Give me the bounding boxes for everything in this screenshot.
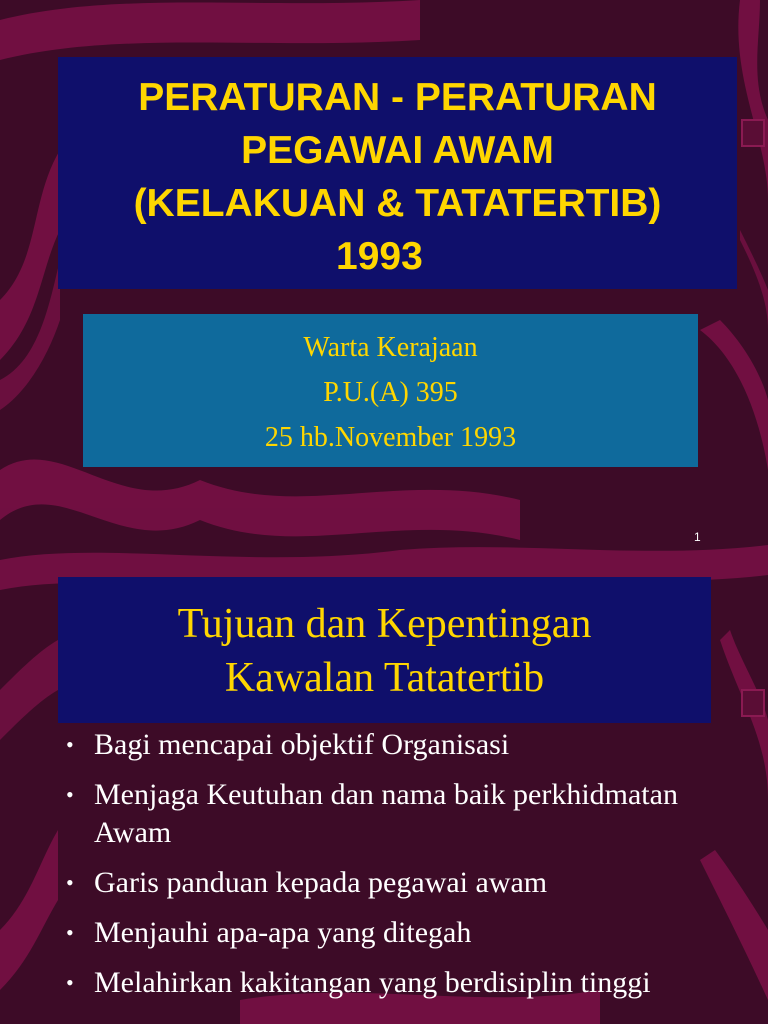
bullet-icon: • xyxy=(66,782,74,807)
bullet-text: Bagi mencapai objektif Organisasi xyxy=(94,728,510,761)
bullet-text: Menjaga Keutuhan dan nama baik perkhidmatan Awam xyxy=(94,778,678,849)
slide1-title xyxy=(58,57,737,289)
bullet-icon: • xyxy=(66,920,74,945)
slide2-title-line: Kawalan Tatatertib xyxy=(224,655,545,701)
list-item xyxy=(62,864,752,902)
slide1-title-line: PEGAWAI AWAM xyxy=(241,129,554,172)
subtitle-line: Warta Kerajaan xyxy=(303,332,478,363)
bullet-text: Garis panduan kepada pegawai awam xyxy=(94,866,548,899)
bullet-text: Menjauhi apa-apa yang ditegah xyxy=(94,916,472,949)
list-item xyxy=(62,726,752,764)
slide2-title xyxy=(58,577,711,723)
bullet-text: Melahirkan kakitangan yang berdisiplin tinggi xyxy=(94,966,651,999)
slide1-subtitle-box xyxy=(83,314,698,467)
list-item xyxy=(62,914,752,952)
page-number: 1 xyxy=(694,530,701,544)
subtitle-line: 25 hb.November 1993 xyxy=(264,422,517,453)
bullet-icon: • xyxy=(66,870,74,895)
list-item xyxy=(62,964,752,1002)
subtitle-line: P.U.(A) 395 xyxy=(323,377,458,408)
slide1-title-line: PERATURAN - PERATURAN xyxy=(138,76,657,119)
slide1-title-year: 1993 xyxy=(336,235,423,278)
bullet-list xyxy=(62,726,752,1014)
bullet-icon: • xyxy=(66,970,74,995)
bullet-icon: • xyxy=(66,732,74,757)
list-item xyxy=(62,776,752,852)
slide2-title-line: Tujuan dan Kepentingan xyxy=(177,601,592,647)
slide1-title-line: (KELAKUAN & TATATERTIB) xyxy=(133,182,662,225)
